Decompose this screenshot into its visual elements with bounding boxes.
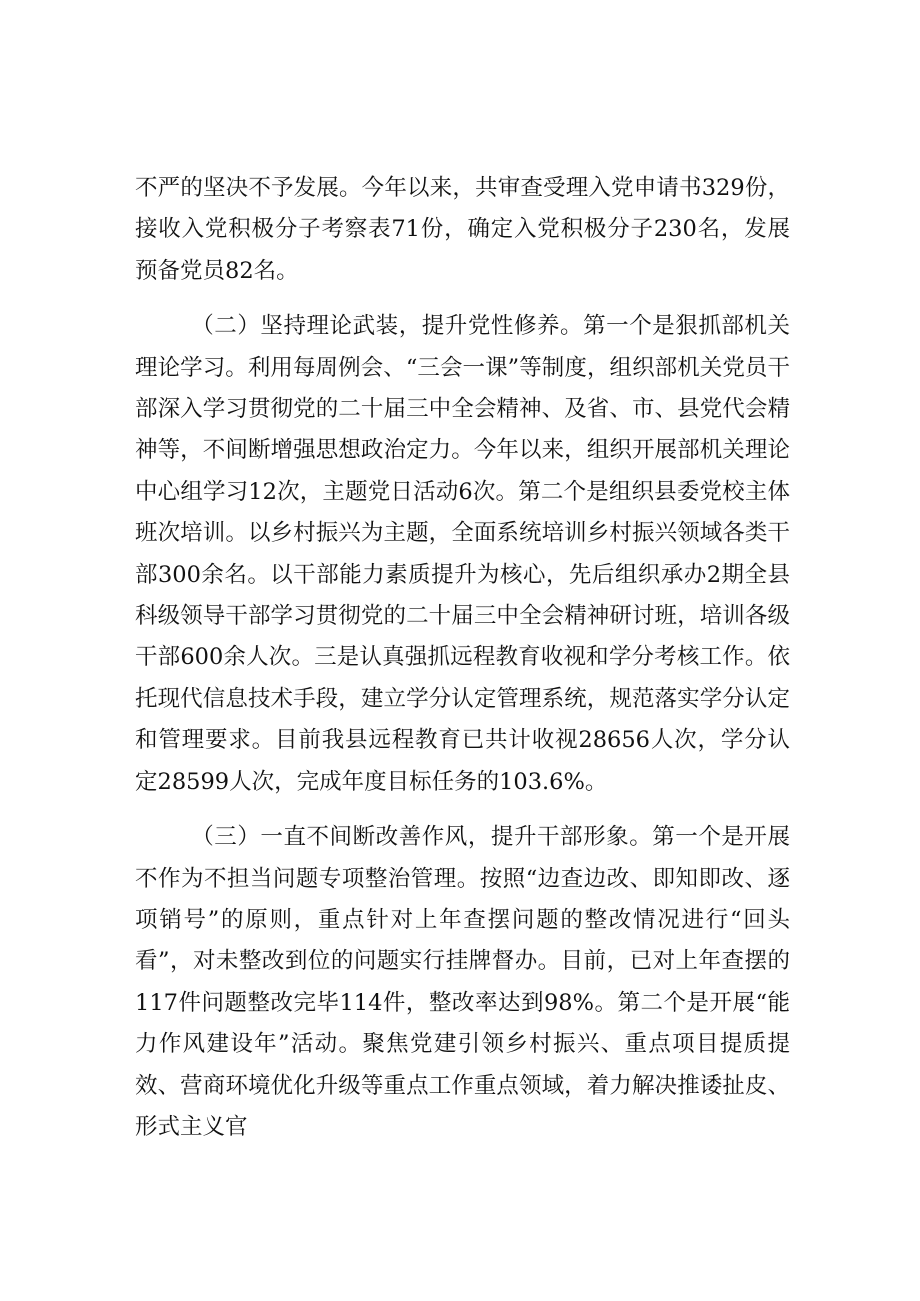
paragraph-section-3: （三）一直不间断改善作风，提升干部形象。第一个是开展不作为不担当问题专项整治管理。按照“边查边改、即知即改、逐项销号”的原则，重点针对上年查摆问题的整改情况进行“回头看”，对未整改到位的问题实行挂牌督办。目前，已对上年查摆的117件问题整改完毕114件，整改率达到98%。第二个是开展“能力作风建设年”活动。聚焦党建引领乡村振兴、重点项目提质提效、营商环境优化升级等重点工作重点领域，着力解决推诿扯皮、形式主义官 (135, 824, 790, 1140)
document-body (135, 168, 790, 1162)
paragraph-continuation: 不严的坚决不予发展。今年以来，共审查受理入党申请书329份，接收入党积极分子考察表71份，确定入党积极分子230名，发展预备党员82名。 (135, 175, 790, 284)
paragraph-section-2: （二）坚持理论武装，提升党性修养。第一个是狠抓部机关理论学习。利用每周例会、“三会一课”等制度，组织部机关党员干部深入学习贯彻党的二十届三中全会精神、及省、市、县党代会精神等，不间断增强思想政治定力。今年以来，组织开展部机关理论中心组学习12次，主题党日活动6次。第二个是组织县委党校主体班次培训。以乡村振兴为主题，全面系统培训乡村振兴领域各类干部300余名。以干部能力素质提升为核心，先后组织承办2期全县科级领导干部学习贯彻党的二十届三中全会精神研讨班，培训各级干部600余人次。三是认真强抓远程教育收视和学分考核工作。依托现代信息技术手段，建立学分认定管理系统，规范落实学分认定和管理要求。目前我县远程教育已共计收视28656人次，学分认定28599人次，完成年度目标任务的103.6%。 (135, 313, 790, 795)
